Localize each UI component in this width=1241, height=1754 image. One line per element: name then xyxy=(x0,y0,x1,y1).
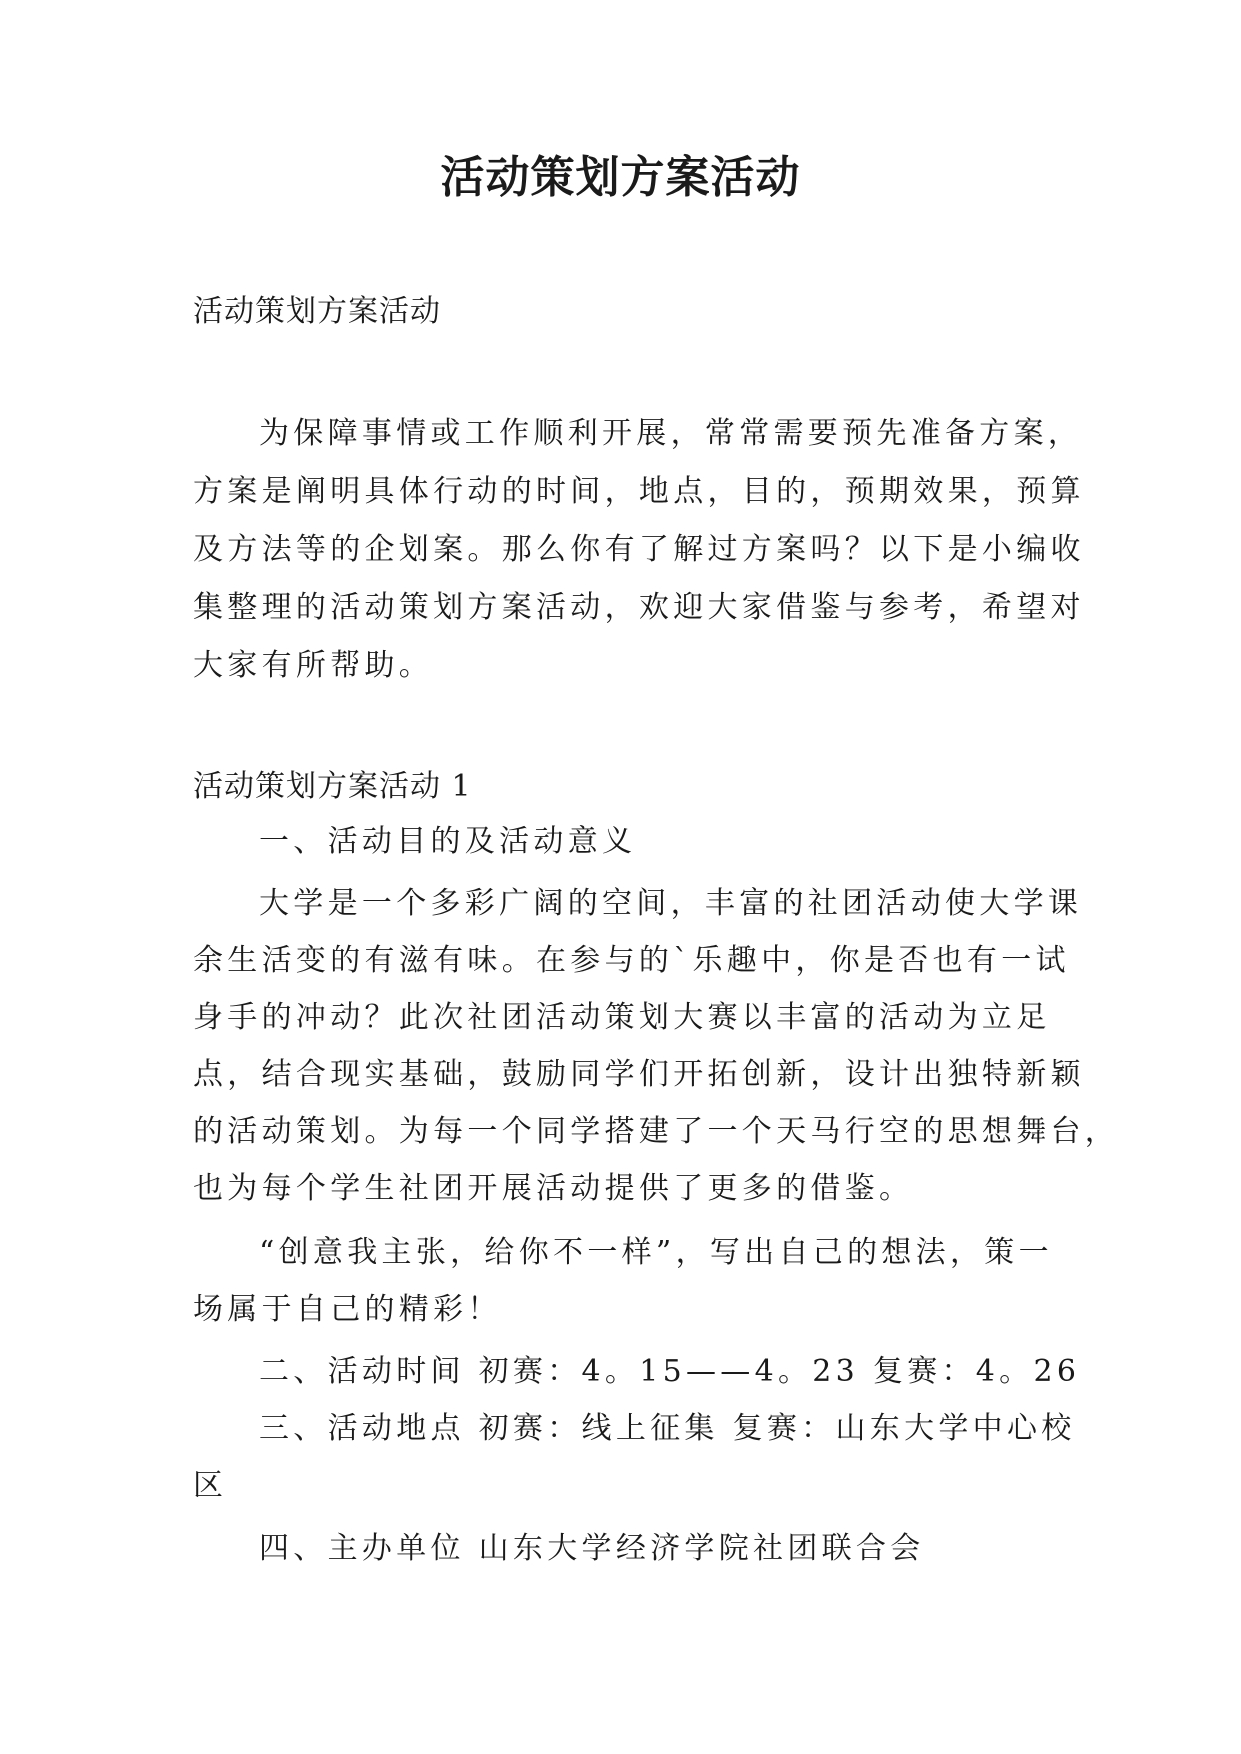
section-line: 的活动策划。为每一个同学搭建了一个天马行空的思想舞台， xyxy=(193,1114,1120,1149)
intro-line: 及方法等的企划案。那么你有了解过方案吗？以下是小编收 xyxy=(193,532,1085,567)
section-line: 大学是一个多彩广阔的空间，丰富的社团活动使大学课 xyxy=(259,886,1083,921)
section-line: 场属于自己的精彩！ xyxy=(193,1292,502,1327)
section-line: “创意我主张，给你不一样”，写出自己的想法，策一 xyxy=(259,1235,1053,1270)
intro-line: 为保障事情或工作顺利开展，常常需要预先准备方案， xyxy=(259,416,1083,451)
section-line: 一、活动目的及活动意义 xyxy=(259,824,637,859)
document-title: 活动策划方案活动 xyxy=(440,152,801,203)
intro-line: 大家有所帮助。 xyxy=(193,648,434,683)
intro-line: 方案是阐明具体行动的时间，地点，目的，预期效果，预算 xyxy=(193,474,1085,509)
section-line: 四、主办单位 山东大学经济学院社团联合会 xyxy=(259,1531,925,1566)
document-subtitle: 活动策划方案活动 xyxy=(193,294,441,329)
section-line: 三、活动地点 初赛：线上征集 复赛：山东大学中心校 xyxy=(259,1411,1076,1446)
section-line: 二、活动时间 初赛：4。15——4。23 复赛：4。26 xyxy=(259,1354,1081,1389)
section-line: 身手的冲动？此次社团活动策划大赛以丰富的活动为立足 xyxy=(193,1000,1051,1035)
section-heading: 活动策划方案活动 1 xyxy=(193,769,472,804)
intro-paragraph xyxy=(193,405,1085,695)
section-line: 余生活变的有滋有味。在参与的`乐趣中，你是否也有一试 xyxy=(193,943,1070,978)
section-line: 也为每个学生社团开展活动提供了更多的借鉴。 xyxy=(193,1171,914,1206)
section-line: 区 xyxy=(193,1468,228,1503)
intro-line: 集整理的活动策划方案活动，欢迎大家借鉴与参考，希望对 xyxy=(193,590,1085,625)
section-line: 点，结合现实基础，鼓励同学们开拓创新，设计出独特新颖 xyxy=(193,1057,1085,1092)
